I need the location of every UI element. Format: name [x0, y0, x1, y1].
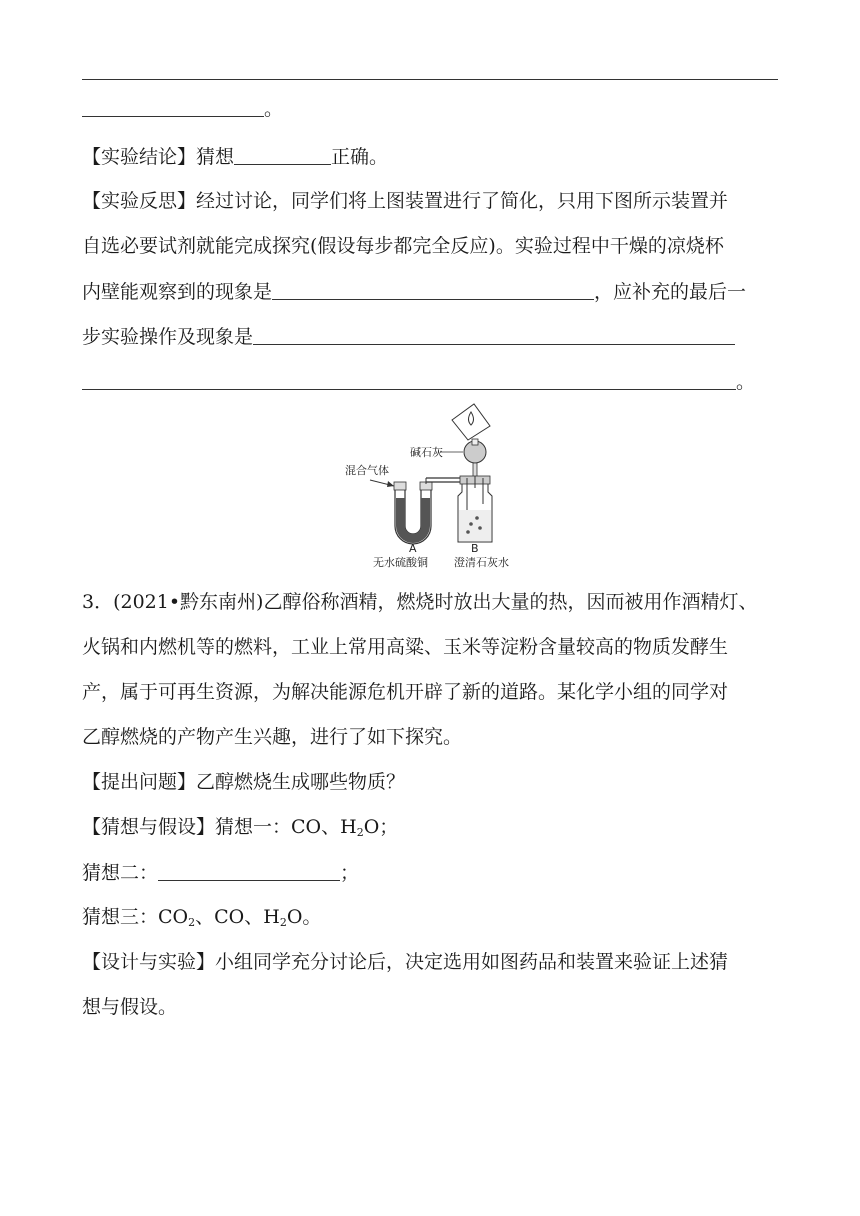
answer-blank[interactable] — [158, 860, 340, 881]
subscript: 2 — [356, 826, 364, 839]
u-tube-icon — [394, 478, 463, 544]
q3-line-2: 火锅和内燃机等的燃料，工业上常用高粱、玉米等淀粉含量较高的物质发酵生 — [82, 636, 729, 658]
reflection-line-1: 【实验反思】经过讨论，同学们将上图装置进行了简化，只用下图所示装置并 — [82, 190, 729, 212]
conclusion-text-end: 正确。 — [331, 146, 389, 168]
hypothesis-2 — [82, 860, 359, 885]
hypothesis-text-end: O。 — [286, 906, 322, 928]
bottle-icon — [458, 476, 492, 542]
end-mark: 。 — [264, 98, 284, 120]
hypothesis-text: 【猜想与假设】猜想一：CO、H — [82, 816, 357, 838]
reflection-text-end: ，应补充的最后一 — [594, 281, 747, 303]
conclusion-text: 猜想 — [196, 146, 235, 168]
label-mixed-gas: 混合气体 — [345, 464, 389, 477]
flame-card-icon — [452, 404, 490, 440]
design-line-2: 想与假设。 — [82, 996, 178, 1018]
hypothesis-text: 、CO、H — [195, 906, 280, 928]
reflection-line-2: 自选必要试剂就能完成探究(假设每步都完全反应)。实验过程中干燥的凉烧杯 — [82, 235, 724, 257]
subscript: 2 — [188, 916, 196, 929]
experiment-conclusion — [82, 144, 388, 169]
reflection-line-4 — [82, 324, 735, 349]
answer-blank[interactable] — [82, 369, 736, 390]
label-soda-lime: 碱石灰 — [410, 446, 443, 459]
hypothesis-text-end: O； — [363, 816, 399, 838]
reflection-line-5 — [82, 369, 755, 394]
text-line — [82, 96, 283, 121]
reflection-text: 内壁能观察到的现象是 — [82, 281, 273, 303]
label-limewater: 澄清石灰水 — [454, 556, 509, 569]
hypothesis-text: 猜想三：CO — [82, 906, 189, 928]
reflection-text: 步实验操作及现象是 — [82, 326, 254, 348]
reflection-line-3 — [82, 279, 746, 304]
question-heading: 【提出问题】乙醇燃烧生成哪些物质？ — [82, 771, 406, 793]
label-b: B — [471, 542, 479, 555]
hypothesis-text: 猜想二： — [82, 862, 159, 884]
q3-line-4: 乙醇燃烧的产物产生兴趣，进行了如下探究。 — [82, 726, 463, 748]
label-a: A — [409, 542, 417, 555]
q3-line-3: 产，属于可再生资源，为解决能源危机开辟了新的道路。某化学小组的同学对 — [82, 681, 729, 703]
answer-blank[interactable] — [272, 279, 594, 300]
hypothesis-3 — [82, 905, 321, 935]
design-line-1: 【设计与实验】小组同学充分讨论后，决定选用如图药品和装置来验证上述猜 — [82, 951, 729, 973]
apparatus-diagram — [340, 398, 530, 570]
q3-line-1: 3．(2021•黔东南州)乙醇俗称酒精，燃烧时放出大量的热，因而被用作酒精灯、 — [82, 591, 758, 613]
answer-blank[interactable] — [253, 324, 735, 345]
section-heading: 【实验结论】 — [82, 146, 197, 168]
answer-blank-line — [82, 79, 778, 80]
subscript: 2 — [279, 916, 287, 929]
answer-blank[interactable] — [82, 96, 264, 117]
end-mark: 。 — [736, 371, 756, 393]
hypothesis-text-end: ； — [340, 862, 360, 884]
label-anhydrous-copper-sulfate: 无水硫酸铜 — [373, 556, 428, 569]
answer-blank[interactable] — [234, 144, 331, 165]
hypothesis-1 — [82, 815, 398, 845]
arrow-icon — [370, 480, 394, 487]
